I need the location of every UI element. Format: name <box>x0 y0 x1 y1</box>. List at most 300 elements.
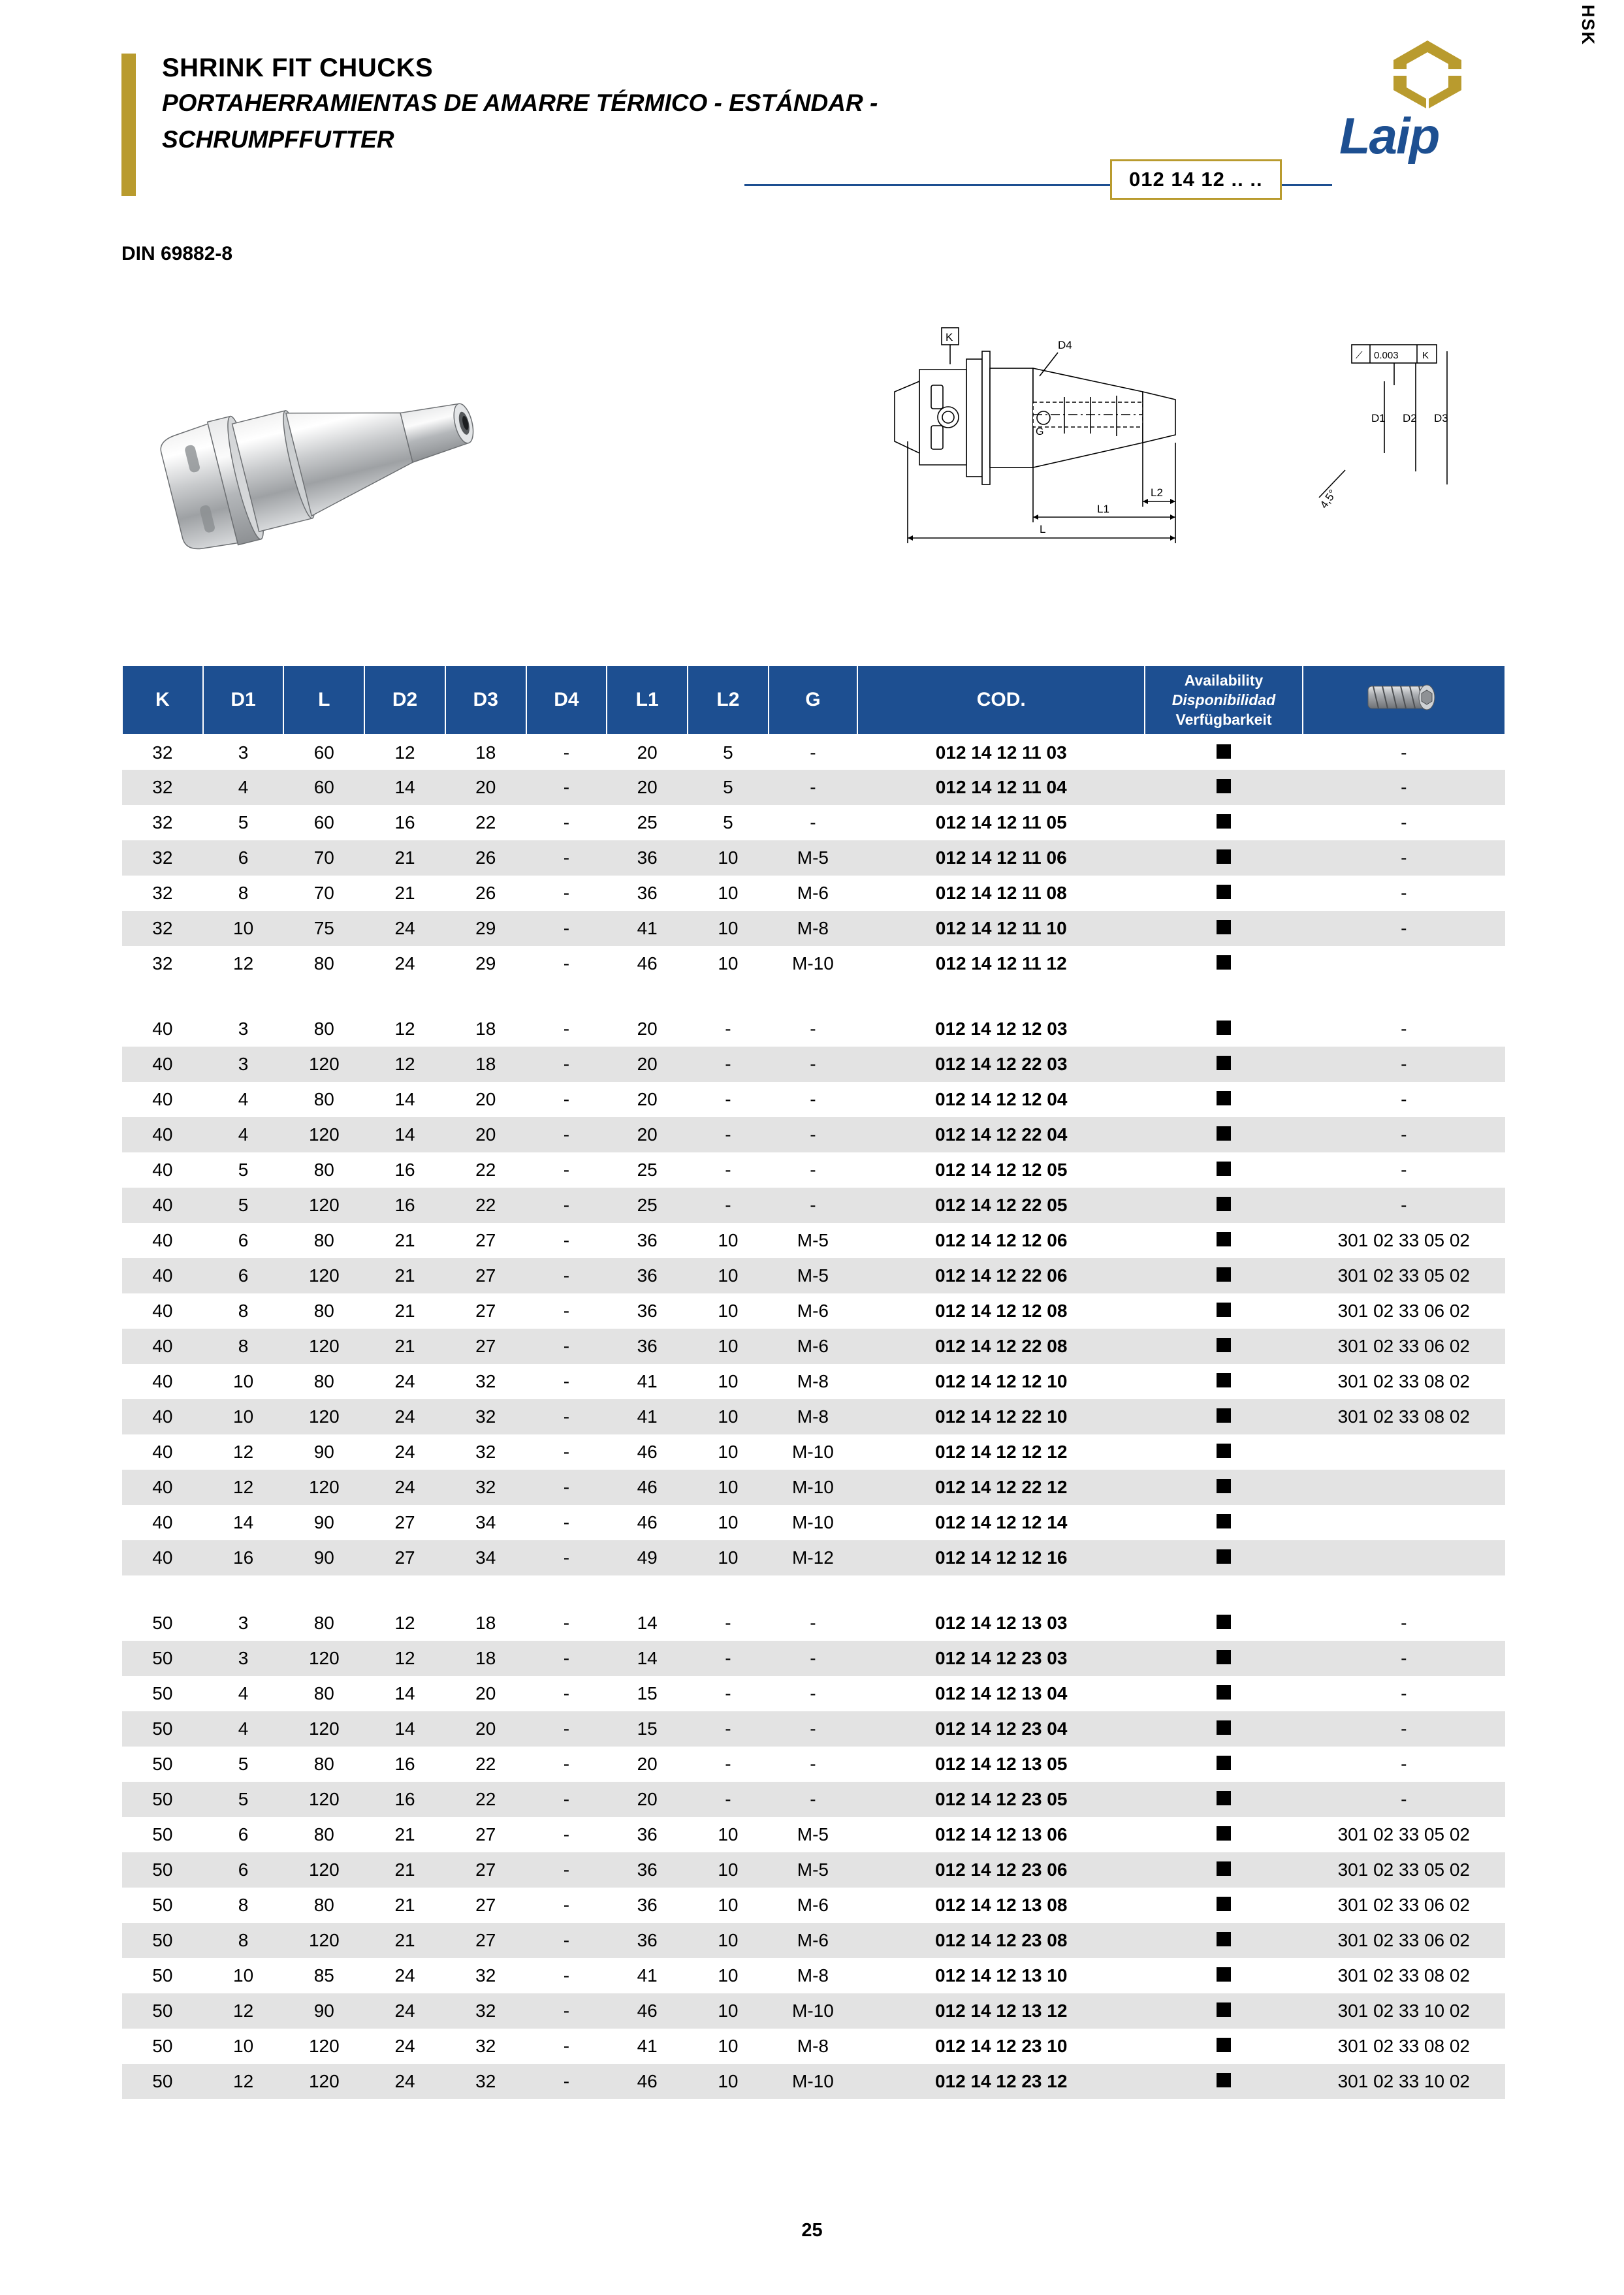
cell-l: 70 <box>283 876 364 911</box>
availability-marker <box>1217 1303 1231 1317</box>
cell-d2: 21 <box>364 1852 445 1888</box>
cell-cod: 012 14 12 22 10 <box>857 1399 1145 1434</box>
cell-d1: 4 <box>203 1676 284 1711</box>
cell-g: - <box>769 1676 857 1711</box>
cell-k: 50 <box>122 1993 203 2029</box>
cell-k: 32 <box>122 770 203 805</box>
cell-k: 40 <box>122 1082 203 1117</box>
cell-l: 70 <box>283 840 364 876</box>
cell-k: 50 <box>122 1923 203 1958</box>
cell-d2: 14 <box>364 1117 445 1152</box>
cell-cod: 012 14 12 13 10 <box>857 1958 1145 1993</box>
cell-d2: 27 <box>364 1540 445 1575</box>
cell-l2: 10 <box>688 1958 769 1993</box>
cell-d4: - <box>526 1888 607 1923</box>
cell-l: 80 <box>283 1676 364 1711</box>
code-badge-area <box>744 168 1437 191</box>
cell-l: 90 <box>283 1505 364 1540</box>
cell-cod: 012 14 12 12 05 <box>857 1152 1145 1188</box>
table-row <box>122 2064 1505 2099</box>
cell-av <box>1145 1011 1302 1047</box>
cell-d3: 27 <box>445 1329 526 1364</box>
table-row <box>122 911 1505 946</box>
cell-av <box>1145 1993 1302 2029</box>
cell-k: 50 <box>122 1852 203 1888</box>
standard-label: DIN 69882-8 <box>121 243 233 264</box>
col-header-k: K <box>122 665 203 735</box>
svg-text:L: L <box>1040 523 1046 535</box>
table-row <box>122 946 1505 981</box>
cell-av <box>1145 1606 1302 1641</box>
cell-d2: 24 <box>364 1993 445 2029</box>
header-titles <box>162 51 878 158</box>
cell-d3: 20 <box>445 770 526 805</box>
cell-l: 80 <box>283 1082 364 1117</box>
cell-d3: 18 <box>445 1047 526 1082</box>
cell-d3: 20 <box>445 1676 526 1711</box>
cell-av <box>1145 805 1302 840</box>
col-header-d3: D3 <box>445 665 526 735</box>
availability-marker <box>1217 1549 1231 1564</box>
cell-d2: 24 <box>364 946 445 981</box>
cell-d3: 20 <box>445 1082 526 1117</box>
cell-cod: 012 14 12 11 05 <box>857 805 1145 840</box>
cell-l1: 49 <box>607 1540 688 1575</box>
cell-l: 80 <box>283 1888 364 1923</box>
cell-g: M-6 <box>769 1293 857 1329</box>
cell-l2: - <box>688 1641 769 1676</box>
col-header-d2: D2 <box>364 665 445 735</box>
cell-d1: 10 <box>203 1364 284 1399</box>
cell-d3: 22 <box>445 1747 526 1782</box>
cell-g: M-8 <box>769 1958 857 1993</box>
cell-d1: 6 <box>203 840 284 876</box>
title-es: PORTAHERRAMIENTAS DE AMARRE TÉRMICO - ESTÁNDAR - <box>162 89 878 116</box>
cell-l1: 41 <box>607 1364 688 1399</box>
cell-d4: - <box>526 1047 607 1082</box>
cell-cod: 012 14 12 11 04 <box>857 770 1145 805</box>
cell-d2: 24 <box>364 1434 445 1470</box>
cell-av <box>1145 1923 1302 1958</box>
cell-d1: 12 <box>203 1434 284 1470</box>
cell-k: 50 <box>122 1958 203 1993</box>
cell-d4: - <box>526 1364 607 1399</box>
cell-d4: - <box>526 1470 607 1505</box>
cell-g: M-6 <box>769 1888 857 1923</box>
cell-d2: 27 <box>364 1505 445 1540</box>
cell-d2: 21 <box>364 1223 445 1258</box>
cell-l: 80 <box>283 946 364 981</box>
table-row <box>122 1258 1505 1293</box>
cell-k: 40 <box>122 1258 203 1293</box>
cell-scr: 301 02 33 06 02 <box>1303 1888 1505 1923</box>
cell-cod: 012 14 12 23 12 <box>857 2064 1145 2099</box>
cell-l: 80 <box>283 1293 364 1329</box>
cell-l1: 36 <box>607 1329 688 1364</box>
cell-cod: 012 14 12 23 10 <box>857 2029 1145 2064</box>
cell-cod: 012 14 12 11 06 <box>857 840 1145 876</box>
cell-av <box>1145 1711 1302 1747</box>
cell-cod: 012 14 12 12 10 <box>857 1364 1145 1399</box>
cell-d4: - <box>526 1923 607 1958</box>
table-row <box>122 1470 1505 1505</box>
cell-l: 90 <box>283 1993 364 2029</box>
cell-k: 32 <box>122 805 203 840</box>
cell-scr <box>1303 1540 1505 1575</box>
cell-cod: 012 14 12 13 06 <box>857 1817 1145 1852</box>
cell-l: 120 <box>283 1782 364 1817</box>
cell-l2: 10 <box>688 1540 769 1575</box>
cell-d4: - <box>526 1817 607 1852</box>
cell-g: M-5 <box>769 1852 857 1888</box>
cell-cod: 012 14 12 13 08 <box>857 1888 1145 1923</box>
cell-d4: - <box>526 805 607 840</box>
cell-d2: 14 <box>364 770 445 805</box>
cell-k: 40 <box>122 1117 203 1152</box>
cell-cod: 012 14 12 13 05 <box>857 1747 1145 1782</box>
cell-g: - <box>769 1188 857 1223</box>
cell-d4: - <box>526 1258 607 1293</box>
cell-d2: 21 <box>364 1817 445 1852</box>
cell-av <box>1145 1399 1302 1434</box>
cell-l2: 10 <box>688 1223 769 1258</box>
cell-k: 40 <box>122 1047 203 1082</box>
table-row <box>122 1641 1505 1676</box>
cell-l1: 25 <box>607 805 688 840</box>
cell-l1: 46 <box>607 1434 688 1470</box>
col-header-d4: D4 <box>526 665 607 735</box>
cell-l2: 10 <box>688 1434 769 1470</box>
cell-scr: 301 02 33 08 02 <box>1303 2029 1505 2064</box>
col-header-availability <box>1145 665 1302 735</box>
col-header-l1: L1 <box>607 665 688 735</box>
cell-d4: - <box>526 1641 607 1676</box>
cell-av <box>1145 1293 1302 1329</box>
availability-marker <box>1217 814 1231 829</box>
cell-g: M-5 <box>769 1223 857 1258</box>
cell-g: - <box>769 1117 857 1152</box>
cell-l1: 36 <box>607 1223 688 1258</box>
cell-d1: 4 <box>203 770 284 805</box>
cell-d4: - <box>526 1329 607 1364</box>
cell-d4: - <box>526 1293 607 1329</box>
cell-k: 32 <box>122 876 203 911</box>
cell-cod: 012 14 12 12 14 <box>857 1505 1145 1540</box>
cell-d4: - <box>526 911 607 946</box>
spacer-cell <box>122 1575 1505 1606</box>
cell-scr: - <box>1303 1711 1505 1747</box>
cell-l2: - <box>688 1082 769 1117</box>
cell-d1: 6 <box>203 1223 284 1258</box>
cell-d2: 21 <box>364 1888 445 1923</box>
cell-d4: - <box>526 1188 607 1223</box>
cell-l1: 41 <box>607 2029 688 2064</box>
cell-l: 60 <box>283 770 364 805</box>
cell-d1: 12 <box>203 1470 284 1505</box>
cell-d1: 3 <box>203 1606 284 1641</box>
cell-l2: 10 <box>688 1293 769 1329</box>
col-header-cod: COD. <box>857 665 1145 735</box>
cell-l: 80 <box>283 1223 364 1258</box>
cell-cod: 012 14 12 11 10 <box>857 911 1145 946</box>
cell-k: 50 <box>122 1606 203 1641</box>
cell-l: 120 <box>283 1258 364 1293</box>
cell-l1: 41 <box>607 1399 688 1434</box>
cell-av <box>1145 1117 1302 1152</box>
cell-l2: 5 <box>688 805 769 840</box>
cell-av <box>1145 946 1302 981</box>
cell-scr: - <box>1303 911 1505 946</box>
cell-d1: 8 <box>203 1293 284 1329</box>
technical-drawing <box>868 313 1502 640</box>
col-header-l2: L2 <box>688 665 769 735</box>
cell-k: 50 <box>122 1711 203 1747</box>
table-row <box>122 1082 1505 1117</box>
cell-d3: 27 <box>445 1817 526 1852</box>
logo-mark-icon <box>1388 39 1467 110</box>
cell-scr: - <box>1303 840 1505 876</box>
cell-g: - <box>769 1606 857 1641</box>
cell-l2: 10 <box>688 1993 769 2029</box>
availability-en: Availability <box>1184 672 1264 689</box>
cell-l2: 10 <box>688 2029 769 2064</box>
cell-scr <box>1303 1434 1505 1470</box>
availability-marker <box>1217 1267 1231 1282</box>
availability-marker <box>1217 2002 1231 2017</box>
cell-k: 50 <box>122 1641 203 1676</box>
svg-text:D3: D3 <box>1434 412 1448 424</box>
cell-k: 50 <box>122 1782 203 1817</box>
cell-scr: - <box>1303 770 1505 805</box>
table-row <box>122 1047 1505 1082</box>
cell-d3: 27 <box>445 1223 526 1258</box>
availability-es: Disponibilidad <box>1171 691 1276 708</box>
table-spacer-row <box>122 981 1505 1011</box>
cell-av <box>1145 1852 1302 1888</box>
table-row <box>122 1364 1505 1399</box>
cell-d1: 12 <box>203 946 284 981</box>
cell-d2: 16 <box>364 1747 445 1782</box>
table-row <box>122 1505 1505 1540</box>
table-row <box>122 1676 1505 1711</box>
cell-scr: - <box>1303 735 1505 770</box>
table-row <box>122 1852 1505 1888</box>
availability-marker <box>1217 1126 1231 1141</box>
cell-av <box>1145 1747 1302 1782</box>
cell-d4: - <box>526 1505 607 1540</box>
table-row <box>122 1711 1505 1747</box>
cell-d4: - <box>526 1782 607 1817</box>
cell-d2: 24 <box>364 1470 445 1505</box>
cell-k: 50 <box>122 1676 203 1711</box>
cell-d3: 32 <box>445 2029 526 2064</box>
cell-av <box>1145 1152 1302 1188</box>
cell-scr <box>1303 946 1505 981</box>
cell-g: - <box>769 1782 857 1817</box>
cell-scr: 301 02 33 05 02 <box>1303 1852 1505 1888</box>
availability-marker <box>1217 1861 1231 1876</box>
cell-d2: 16 <box>364 1152 445 1188</box>
cell-l2: 10 <box>688 1505 769 1540</box>
cell-l1: 36 <box>607 1293 688 1329</box>
specs-table-wrap <box>121 665 1506 2099</box>
cell-d3: 26 <box>445 840 526 876</box>
cell-d2: 24 <box>364 2029 445 2064</box>
cell-g: M-10 <box>769 1993 857 2029</box>
cell-cod: 012 14 12 22 06 <box>857 1258 1145 1293</box>
cell-g: M-5 <box>769 840 857 876</box>
table-row <box>122 1117 1505 1152</box>
cell-scr: - <box>1303 1782 1505 1817</box>
table-row <box>122 1152 1505 1188</box>
cell-d4: - <box>526 1399 607 1434</box>
cell-l2: 10 <box>688 911 769 946</box>
cell-d4: - <box>526 1747 607 1782</box>
table-row <box>122 805 1505 840</box>
cell-d2: 24 <box>364 1364 445 1399</box>
availability-marker <box>1217 1650 1231 1664</box>
cell-av <box>1145 1782 1302 1817</box>
cell-l1: 36 <box>607 1817 688 1852</box>
cell-l2: 10 <box>688 1888 769 1923</box>
cell-l1: 20 <box>607 1011 688 1047</box>
cell-d1: 10 <box>203 1399 284 1434</box>
cell-d3: 32 <box>445 1958 526 1993</box>
cell-d2: 21 <box>364 1329 445 1364</box>
cell-l1: 36 <box>607 1258 688 1293</box>
cell-av <box>1145 1258 1302 1293</box>
svg-text:K: K <box>1422 350 1429 361</box>
cell-scr: - <box>1303 805 1505 840</box>
side-tab-hsk: HSK <box>1578 4 1598 46</box>
cell-scr: - <box>1303 1641 1505 1676</box>
cell-av <box>1145 1470 1302 1505</box>
cell-cod: 012 14 12 22 08 <box>857 1329 1145 1364</box>
svg-text:L1: L1 <box>1097 503 1109 515</box>
cell-av <box>1145 1047 1302 1082</box>
cell-k: 40 <box>122 1329 203 1364</box>
cell-l2: - <box>688 1782 769 1817</box>
cell-g: - <box>769 1011 857 1047</box>
cell-d3: 20 <box>445 1711 526 1747</box>
cell-g: - <box>769 1711 857 1747</box>
table-row <box>122 876 1505 911</box>
cell-k: 32 <box>122 946 203 981</box>
cell-l1: 14 <box>607 1606 688 1641</box>
table-row <box>122 1011 1505 1047</box>
cell-scr: 301 02 33 05 02 <box>1303 1817 1505 1852</box>
cell-d2: 14 <box>364 1082 445 1117</box>
cell-k: 40 <box>122 1540 203 1575</box>
cell-l1: 20 <box>607 1047 688 1082</box>
cell-cod: 012 14 12 12 16 <box>857 1540 1145 1575</box>
cell-g: M-8 <box>769 1364 857 1399</box>
cell-d3: 26 <box>445 876 526 911</box>
cell-d4: - <box>526 1676 607 1711</box>
availability-marker <box>1217 1932 1231 1946</box>
cell-k: 50 <box>122 2029 203 2064</box>
cell-l: 90 <box>283 1434 364 1470</box>
cell-k: 40 <box>122 1434 203 1470</box>
cell-g: - <box>769 1047 857 1082</box>
cell-d4: - <box>526 1711 607 1747</box>
cell-d3: 32 <box>445 1364 526 1399</box>
cell-scr: - <box>1303 1117 1505 1152</box>
table-row <box>122 840 1505 876</box>
cell-cod: 012 14 12 22 03 <box>857 1047 1145 1082</box>
cell-l1: 14 <box>607 1641 688 1676</box>
cell-l1: 20 <box>607 1082 688 1117</box>
cell-d4: - <box>526 1117 607 1152</box>
cell-scr: 301 02 33 08 02 <box>1303 1958 1505 1993</box>
cell-d3: 34 <box>445 1505 526 1540</box>
cell-d1: 5 <box>203 1782 284 1817</box>
svg-text:D1: D1 <box>1371 412 1386 424</box>
table-spacer-row <box>122 1575 1505 1606</box>
cell-av <box>1145 1434 1302 1470</box>
cell-l: 60 <box>283 805 364 840</box>
cell-d3: 32 <box>445 2064 526 2099</box>
specs-table <box>121 665 1506 2099</box>
cell-g: M-6 <box>769 876 857 911</box>
cell-l1: 41 <box>607 911 688 946</box>
cell-d2: 21 <box>364 1923 445 1958</box>
cell-d4: - <box>526 1958 607 1993</box>
cell-d2: 12 <box>364 735 445 770</box>
cell-l: 120 <box>283 1641 364 1676</box>
table-row <box>122 1399 1505 1434</box>
cell-k: 40 <box>122 1188 203 1223</box>
cell-scr: - <box>1303 1747 1505 1782</box>
cell-d1: 6 <box>203 1817 284 1852</box>
table-row <box>122 1923 1505 1958</box>
cell-l1: 46 <box>607 2064 688 2099</box>
col-header-g: G <box>769 665 857 735</box>
cell-l: 120 <box>283 1399 364 1434</box>
cell-d3: 18 <box>445 1011 526 1047</box>
cell-d3: 22 <box>445 1152 526 1188</box>
cell-l: 80 <box>283 1364 364 1399</box>
cell-l1: 20 <box>607 1782 688 1817</box>
cell-av <box>1145 1364 1302 1399</box>
svg-text:0.003: 0.003 <box>1374 350 1399 361</box>
cell-av <box>1145 2064 1302 2099</box>
svg-text:K: K <box>946 331 953 343</box>
cell-k: 50 <box>122 1747 203 1782</box>
cell-cod: 012 14 12 23 06 <box>857 1852 1145 1888</box>
spacer-cell <box>122 981 1505 1011</box>
cell-d1: 8 <box>203 1888 284 1923</box>
cell-scr <box>1303 1470 1505 1505</box>
cell-cod: 012 14 12 13 04 <box>857 1676 1145 1711</box>
cell-l: 75 <box>283 911 364 946</box>
cell-l2: 10 <box>688 1364 769 1399</box>
availability-marker <box>1217 1615 1231 1629</box>
cell-d3: 29 <box>445 946 526 981</box>
cell-d3: 29 <box>445 911 526 946</box>
cell-d2: 21 <box>364 876 445 911</box>
cell-d2: 21 <box>364 1258 445 1293</box>
cell-d3: 18 <box>445 1606 526 1641</box>
cell-cod: 012 14 12 12 12 <box>857 1434 1145 1470</box>
cell-d1: 3 <box>203 735 284 770</box>
title-de: SCHRUMPFFUTTER <box>162 126 394 153</box>
cell-scr: 301 02 33 10 02 <box>1303 2064 1505 2099</box>
table-row <box>122 1747 1505 1782</box>
cell-d3: 32 <box>445 1470 526 1505</box>
cell-av <box>1145 1188 1302 1223</box>
cell-cod: 012 14 12 23 04 <box>857 1711 1145 1747</box>
